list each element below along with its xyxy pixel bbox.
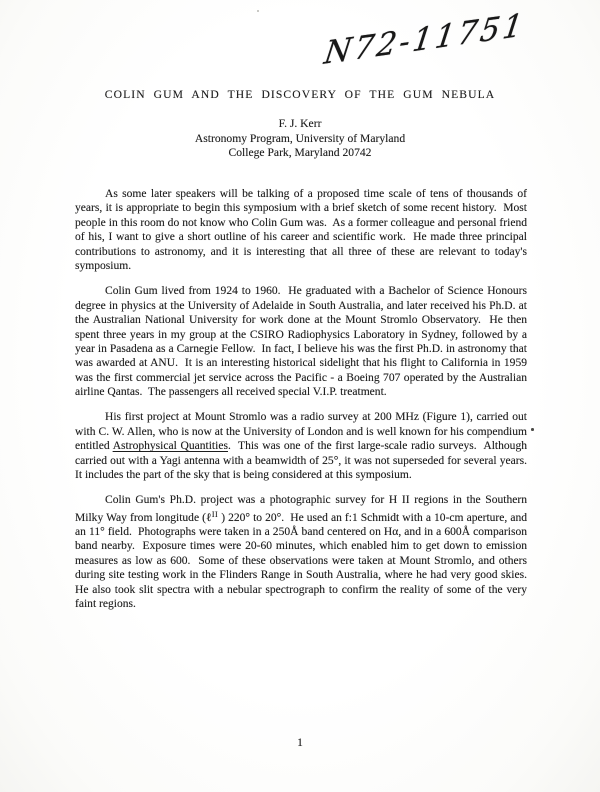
affiliation-line-2: College Park, Maryland 20742: [228, 146, 372, 160]
author-name: F. J. Kerr: [278, 117, 322, 130]
scan-speck: [531, 428, 534, 431]
paragraph-radio-survey-text-1: His first project at Mount Stromlo was a radio survey at 200 MHz (Figure 1), carried out with C. W. Allen, who is now at the University of London and is well known for his compendium entitled: [75, 411, 530, 453]
book-title-astrophysical-quantities: Astrophysical Quantities: [112, 440, 228, 453]
page-number: 1: [297, 737, 303, 749]
document-body: [75, 187, 533, 622]
paragraph-radio-survey: [75, 410, 533, 482]
scan-speck: [257, 10, 259, 12]
paragraph-radio-survey-text-2: . This was one of the first large-scale radio surveys. Although carried out with a Yagi antenna with a beamwidth of 25°, it was not superseded for several years. It includes the part of the sky that is being considered at this symposium.: [75, 440, 533, 482]
paragraph-phd-project-text-1: Colin Gum's Ph.D. project was a photographic survey for H II regions in the Southern Milky Way from longitude (ℓ: [75, 494, 530, 524]
affiliation-line-1: Astronomy Program, University of Maryland: [194, 131, 406, 145]
paragraph-phd-project: [75, 493, 533, 612]
author-block: [0, 117, 600, 161]
longitude-superscript: II: [211, 509, 219, 519]
page-title: COLIN GUM AND THE DISCOVERY OF THE GUM NEBULA: [104, 88, 496, 101]
paragraph-introduction: As some later speakers will be talking of a proposed time scale of tens of thousands of years, it is appropriate to begin this symposium with a brief sketch of some recent history. Most people in this room do not know who Colin Gum was. As a former colleague and personal friend of his, I want to give a short outline of his career and scientific work. He made three principal contributions to astronomy, and it is interesting that all three of these are relevant to today's symposium.: [75, 188, 530, 273]
paragraph-phd-project-text-2: ) 220° to 20°. He used an f:1 Schmidt with a 10-cm aperture, and an 11° field. Photographs were taken in a 250Å band centered on Hα, and in a 600Å comparison band nearby. Exposure times were 20-60 minutes, which enabled him to get down to emission measures as low as 600. Some of these observations were taken at Mount Stromlo, and others during site testing work in the Flinders Range in South Australia, where he had very good skies. He also took slit spectra with a nebular spectrograph to confirm the reality of some of the very faint regions.: [75, 511, 533, 611]
paragraph-biography: Colin Gum lived from 1924 to 1960. He graduated with a Bachelor of Science Honours degree in physics at the University of Adelaide in South Australia, and later received his Ph.D. at the Australian National University for work done at the Mount Stromlo Observatory. He then spent three years in my group at the CSIRO Radiophysics Laboratory in Sydney, followed by a year in Pasadena as a Carnegie Fellow. In fact, I believe his was the first Ph.D. in astronomy that was awarded at ANU. It is an interesting historical sidelight that his flight to California in 1959 was the first commercial jet service across the Pacific - a Boeing 707 operated by the Australian airline Qantas. The passengers all received special V.I.P. treatment.: [75, 285, 530, 399]
handwritten-accession-number: N72-11751: [322, 6, 528, 73]
